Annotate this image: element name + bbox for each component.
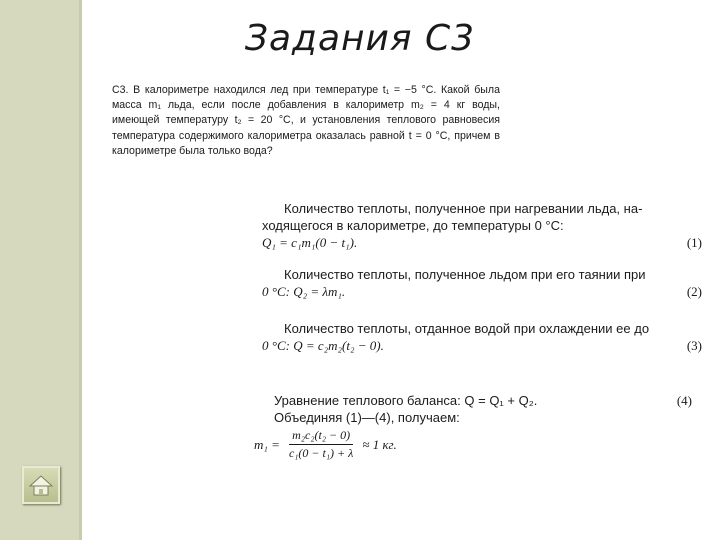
left-decor-line	[79, 0, 82, 540]
home-button[interactable]	[22, 466, 60, 504]
result-numerator: m₂c₂(t₂ − 0)	[289, 428, 353, 445]
equation-3: 0 °С: Q = c₂m₂(t₂ − 0).	[262, 338, 384, 353]
step-1-line-1: Количество теплоты, полученное при нагревании льда, на-	[284, 201, 643, 216]
result-fraction	[286, 428, 356, 461]
left-decor-bar	[0, 0, 82, 540]
equation-4-number: (4)	[676, 393, 692, 408]
step-4-line-2: Объединяя (1)—(4), получаем:	[274, 410, 460, 425]
step-1-line-2: ходящегося в калориметре, до температуры 0 °С:	[262, 218, 564, 233]
solution-step-4	[274, 392, 692, 426]
result-lhs: m₁ =	[254, 436, 280, 452]
result-formula	[254, 428, 397, 461]
step-3-line-1: Количество теплоты, отданное водой при охлаждении ее до	[284, 321, 650, 336]
home-icon	[27, 471, 55, 499]
solution-step-1	[262, 200, 702, 251]
equation-2-number: (2)	[686, 284, 702, 299]
solution-step-3	[262, 320, 702, 354]
result-rhs: ≈ 1 кг.	[362, 436, 397, 452]
problem-statement: С3. В калориметре находился лед при температуре t₁ = −5 °С. Какой была масса m₁ льда, если после добавления в калориметр m₂ = 4 кг воды, имеющей температуру t₂ = 20 °С, и установления теплового равновесия температура содержимого калориметра оказалась равной t = 0 °С, причем в калориметре была только вода?	[112, 84, 500, 157]
equation-1-number: (1)	[686, 235, 702, 250]
result-denominator: c₁(0 − t₁) + λ	[288, 446, 354, 460]
equation-1: Q₁ = c₁m₁(0 − t₁).	[262, 235, 358, 250]
equation-2: 0 °С: Q₂ = λm₁.	[262, 284, 346, 299]
equation-3-number: (3)	[686, 338, 702, 353]
page-title: Задания С3	[244, 18, 476, 59]
heat-balance-equation: Уравнение теплового баланса: Q = Q₁ + Q₂.	[274, 393, 538, 408]
solution-step-2	[262, 266, 702, 300]
step-2-line-1: Количество теплоты, полученное льдом при его таянии при	[284, 267, 646, 282]
